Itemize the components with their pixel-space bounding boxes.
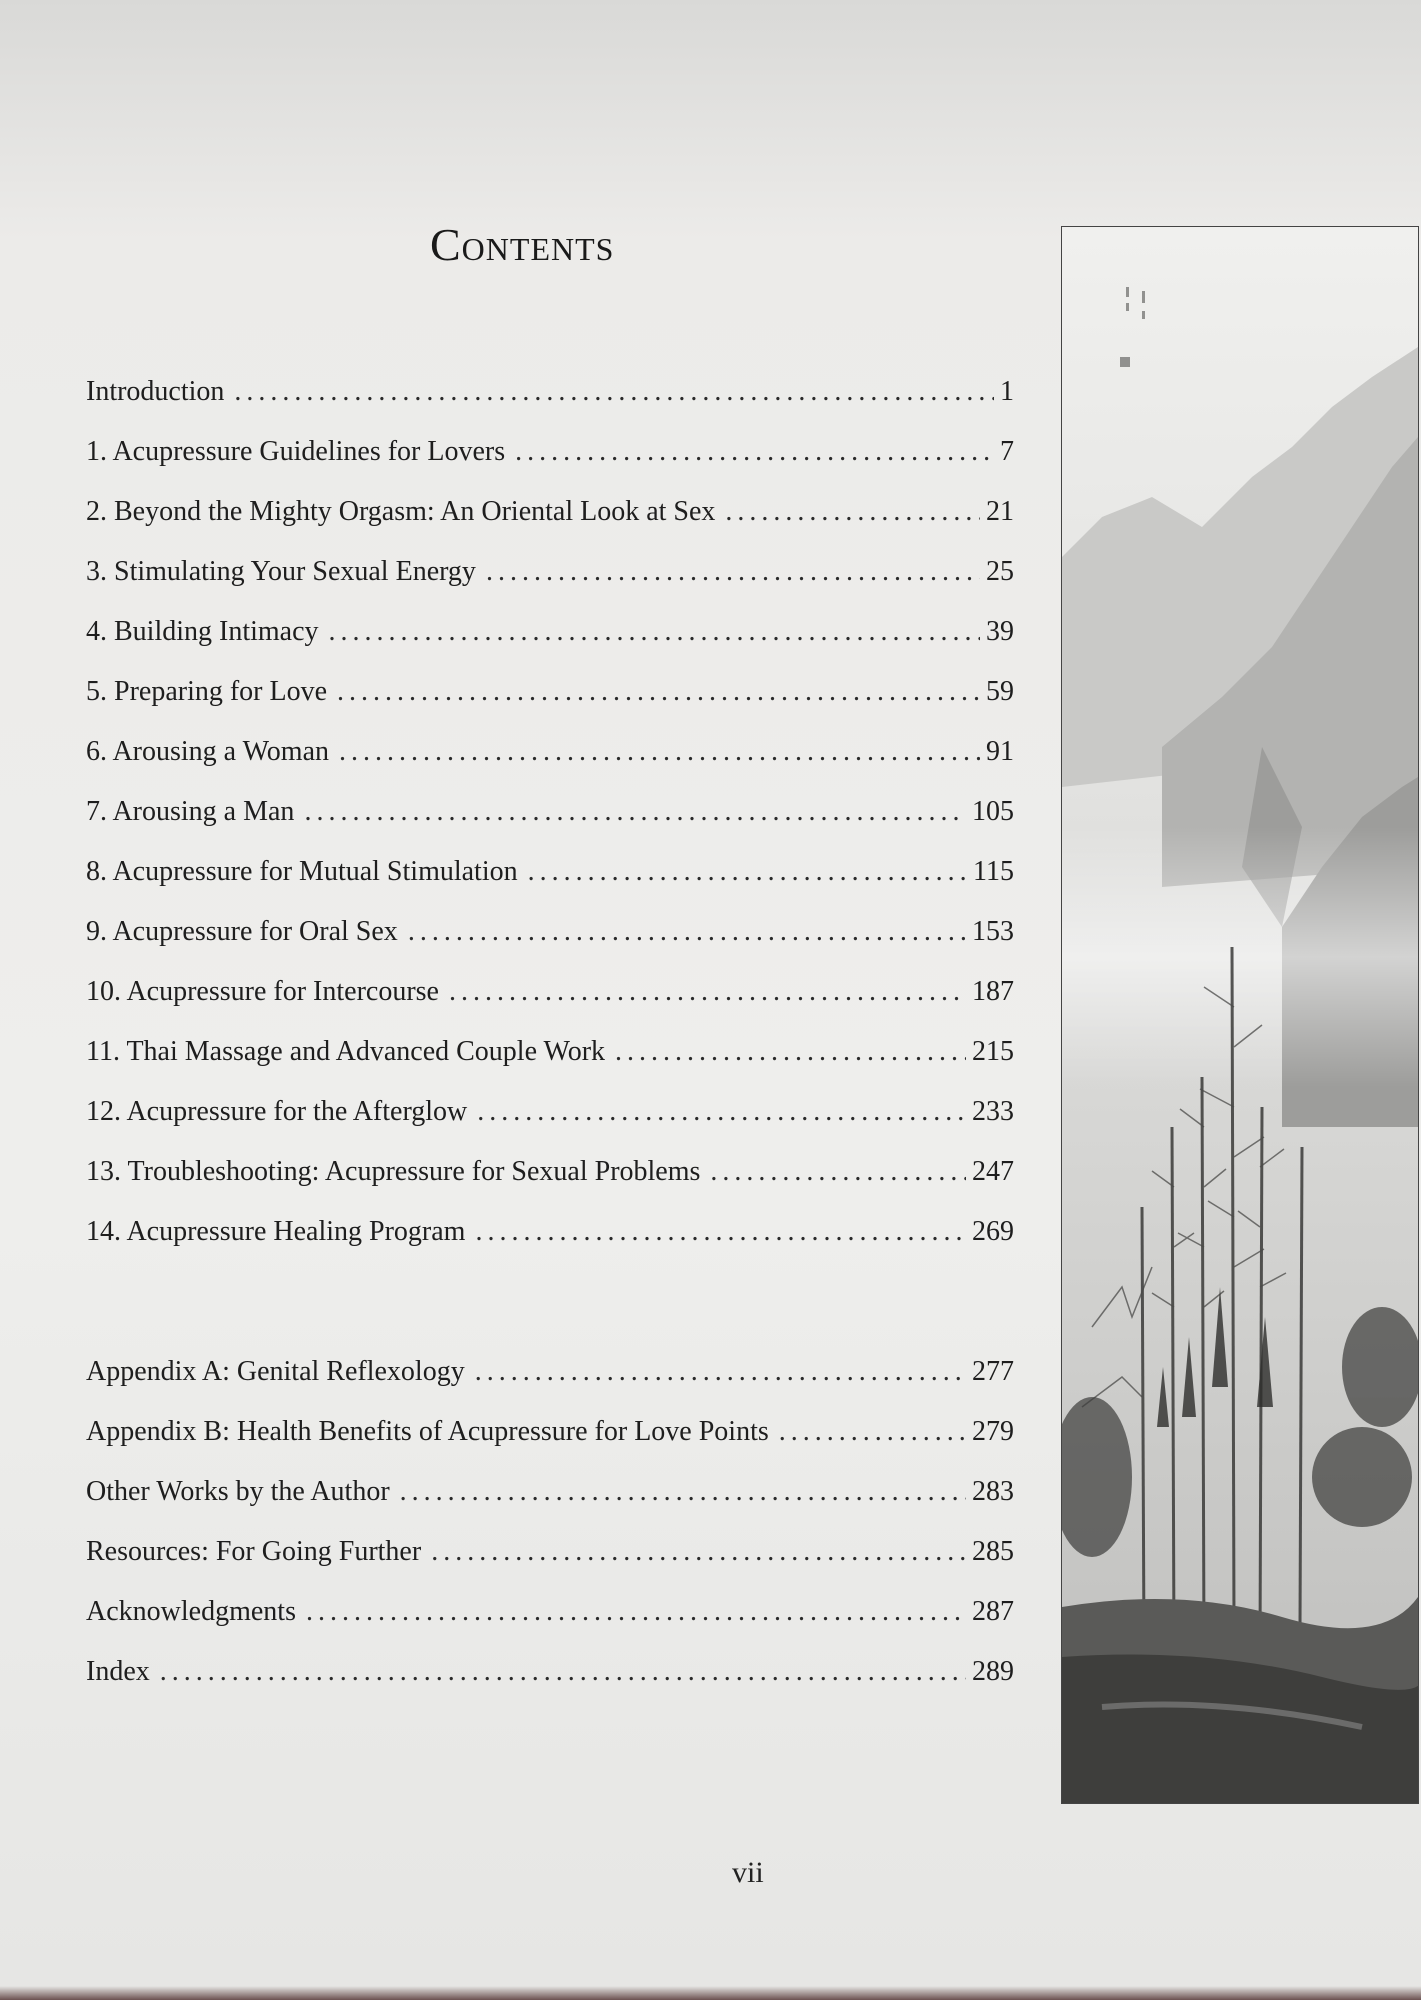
- toc-entry-label: 13. Troubleshooting: Acupressure for Sexual Problems: [86, 1156, 701, 1187]
- toc-entry: [86, 670, 1014, 730]
- toc-entry: [86, 910, 1014, 970]
- toc-entry-page: 59: [986, 676, 1014, 707]
- toc-entry-label: Acknowledgments: [86, 1596, 296, 1627]
- toc-entry: [86, 490, 1014, 550]
- toc-entry-label: Appendix B: Health Benefits of Acupressure for Love Points: [86, 1416, 769, 1447]
- toc-entry-label: 3. Stimulating Your Sexual Energy: [86, 556, 476, 587]
- toc-entry-page: 283: [972, 1476, 1014, 1507]
- toc-entry: [86, 970, 1014, 1030]
- dot-leader: [710, 1150, 966, 1194]
- toc-entry-page: 39: [986, 616, 1014, 647]
- toc-entry: [86, 790, 1014, 850]
- toc-entry-page: 215: [972, 1036, 1014, 1067]
- toc-entry-page: 153: [972, 916, 1014, 947]
- dot-leader: [339, 730, 980, 774]
- dot-leader: [304, 790, 966, 834]
- toc-entry-page: 247: [972, 1156, 1014, 1187]
- toc-entry-page: 279: [972, 1416, 1014, 1447]
- toc-entry: [86, 1150, 1014, 1210]
- back-matter-entry: [86, 1470, 1014, 1530]
- toc-entry-label: 2. Beyond the Mighty Orgasm: An Oriental Look at Sex: [86, 496, 716, 527]
- toc-entry-label: 12. Acupressure for the Afterglow: [86, 1096, 468, 1127]
- toc-entry: [86, 370, 1014, 430]
- toc-entry-page: 1: [1000, 376, 1014, 407]
- toc-entry: [86, 1210, 1014, 1270]
- dot-leader: [337, 670, 980, 714]
- back-matter-entry: [86, 1650, 1014, 1710]
- toc-entry-page: 277: [972, 1356, 1014, 1387]
- back-matter-entry: [86, 1530, 1014, 1590]
- toc-entry-label: 1. Acupressure Guidelines for Lovers: [86, 436, 506, 467]
- dot-leader: [160, 1650, 966, 1694]
- toc-entry-label: 7. Arousing a Man: [86, 796, 295, 827]
- dot-leader: [515, 430, 994, 474]
- toc-entry-page: 289: [972, 1656, 1014, 1687]
- toc-entry-label: Index: [86, 1656, 150, 1687]
- toc-entry-label: 5. Preparing for Love: [86, 676, 328, 707]
- dot-leader: [431, 1530, 966, 1574]
- toc-entry-page: 187: [972, 976, 1014, 1007]
- dot-leader: [475, 1210, 966, 1254]
- ink-landscape-illustration: [1062, 227, 1418, 1803]
- toc-entry-label: 14. Acupressure Healing Program: [86, 1216, 466, 1247]
- dot-leader: [528, 850, 967, 894]
- toc-entry-label: Appendix A: Genital Reflexology: [86, 1356, 465, 1387]
- toc-entry-page: 21: [986, 496, 1014, 527]
- back-matter-entry: [86, 1350, 1014, 1410]
- page-title: Contents: [430, 219, 615, 270]
- toc-entry: [86, 430, 1014, 490]
- toc-entry-page: 287: [972, 1596, 1014, 1627]
- back-matter-entry: [86, 1590, 1014, 1650]
- toc-entry: [86, 1030, 1014, 1090]
- toc-entry-page: 285: [972, 1536, 1014, 1567]
- page-edge: [0, 1986, 1421, 2000]
- dot-leader: [449, 970, 966, 1014]
- dot-leader: [234, 370, 994, 414]
- toc-entry-page: 269: [972, 1216, 1014, 1247]
- dot-leader: [486, 550, 980, 594]
- toc-entry-label: 4. Building Intimacy: [86, 616, 319, 647]
- page-number: vii: [732, 1856, 764, 1889]
- toc-entry: [86, 610, 1014, 670]
- toc-entry-label: Other Works by the Author: [86, 1476, 390, 1507]
- dot-leader: [615, 1030, 966, 1074]
- back-matter-entry: [86, 1410, 1014, 1470]
- toc-entry-page: 105: [972, 796, 1014, 827]
- toc-entry-label: 11. Thai Massage and Advanced Couple Work: [86, 1036, 606, 1067]
- dot-leader: [725, 490, 980, 534]
- toc-entry-page: 91: [986, 736, 1014, 767]
- toc-entry-label: Resources: For Going Further: [86, 1536, 422, 1567]
- toc-entry-page: 7: [1000, 436, 1014, 467]
- toc-entry-label: 8. Acupressure for Mutual Stimulation: [86, 856, 518, 887]
- dot-leader: [475, 1350, 966, 1394]
- toc-entry: [86, 730, 1014, 790]
- dot-leader: [400, 1470, 966, 1514]
- toc-entry: [86, 550, 1014, 610]
- mountain-forest-painting: [1061, 226, 1419, 1804]
- table-of-contents: [86, 370, 1014, 1710]
- toc-entry-page: 115: [973, 856, 1014, 887]
- toc-entry-label: 10. Acupressure for Intercourse: [86, 976, 439, 1007]
- toc-entry-label: Introduction: [86, 376, 225, 407]
- toc-entry-page: 25: [986, 556, 1014, 587]
- dot-leader: [329, 610, 980, 654]
- toc-entry-label: 6. Arousing a Woman: [86, 736, 329, 767]
- toc-entry: [86, 850, 1014, 910]
- section-gap: [86, 1270, 1014, 1350]
- toc-entry: [86, 1090, 1014, 1150]
- dot-leader: [779, 1410, 966, 1454]
- toc-entry-page: 233: [972, 1096, 1014, 1127]
- dot-leader: [408, 910, 966, 954]
- dot-leader: [477, 1090, 966, 1134]
- dot-leader: [306, 1590, 966, 1634]
- toc-entry-label: 9. Acupressure for Oral Sex: [86, 916, 398, 947]
